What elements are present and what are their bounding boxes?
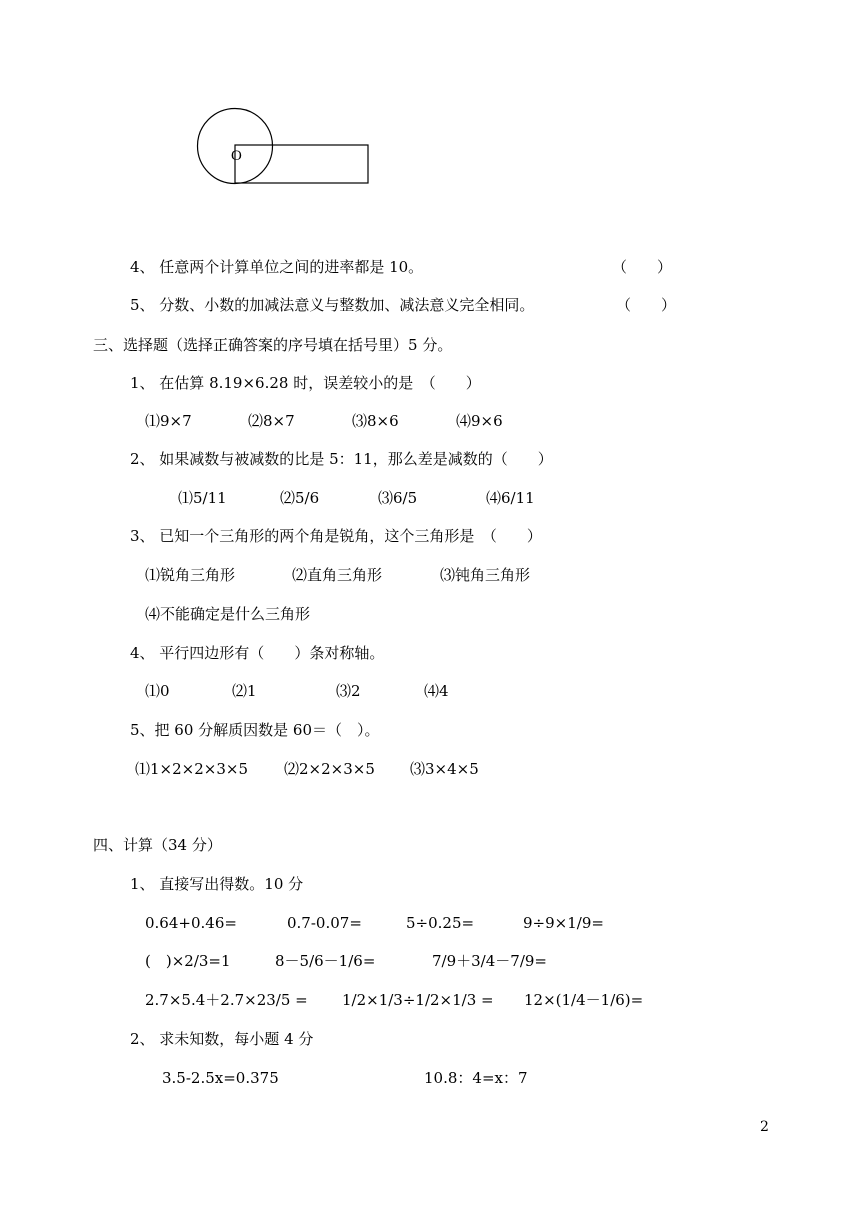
circle-rectangle-figure xyxy=(0,0,860,260)
s4-expr-r2-2: 8－5/6－1/6= xyxy=(275,952,376,970)
s3-q5-option-3: ⑶3×4×5 xyxy=(410,760,479,778)
s4-equation-2: 10.8：4=x：7 xyxy=(424,1069,528,1087)
s3-q5-text: 5、把 60 分解质因数是 60＝（ ）。 xyxy=(130,721,380,739)
s3-q3-option-3: ⑶钝角三角形 xyxy=(440,566,531,584)
s4-expr-r1-3: 5÷0.25= xyxy=(406,914,475,932)
s4-expr-r3-3: 12×(1/4－1/6)= xyxy=(524,991,644,1009)
s4-part2-text: 2、 求未知数，每小题 4 分 xyxy=(130,1030,314,1048)
s3-q4-option-4: ⑷4 xyxy=(424,682,449,700)
s4-equation-1: 3.5-2.5x=0.375 xyxy=(162,1069,279,1087)
section-4-title: 四、计算（34 分） xyxy=(93,836,222,854)
circle-center-label: O xyxy=(231,148,242,164)
s3-q1-text: 1、 在估算 8.19×6.28 时，误差较小的是 （ ） xyxy=(130,374,481,392)
s4-expr-r1-4: 9÷9×1/9= xyxy=(523,914,604,932)
s3-q2-option-1: ⑴5/11 xyxy=(178,489,227,507)
judgment-q5-blank: （ ） xyxy=(616,296,677,314)
s3-q2-option-4: ⑷6/11 xyxy=(486,489,535,507)
s4-expr-r2-1: ( )×2/3=1 xyxy=(145,952,231,970)
s3-q3-option-2: ⑵直角三角形 xyxy=(292,566,383,584)
s3-q3-option-1: ⑴锐角三角形 xyxy=(145,566,236,584)
s4-expr-r1-2: 0.7-0.07= xyxy=(287,914,362,932)
s4-expr-r3-1: 2.7×5.4＋2.7×23/5 = xyxy=(145,991,308,1009)
judgment-q4-blank: （ ） xyxy=(612,258,673,276)
s4-expr-r1-1: 0.64+0.46= xyxy=(145,914,237,932)
judgment-q4-text: 4、 任意两个计算单位之间的进率都是 10。 xyxy=(130,258,424,276)
s3-q2-text: 2、 如果减数与被减数的比是 5：11，那么差是减数的（ ） xyxy=(130,450,553,468)
page-number: 2 xyxy=(760,1119,769,1135)
section-3-title: 三、选择题（选择正确答案的序号填在括号里）5 分。 xyxy=(93,336,453,354)
judgment-q5-text: 5、 分数、小数的加减法意义与整数加、减法意义完全相同。 xyxy=(130,296,535,314)
s3-q3-text: 3、 已知一个三角形的两个角是锐角，这个三角形是 （ ） xyxy=(130,527,542,545)
s3-q2-option-2: ⑵5/6 xyxy=(280,489,320,507)
s3-q5-option-2: ⑵2×2×3×5 xyxy=(284,760,375,778)
s4-expr-r2-3: 7/9＋3/4－7/9= xyxy=(432,952,547,970)
s3-q1-option-1: ⑴9×7 xyxy=(145,412,192,430)
s3-q1-option-2: ⑵8×7 xyxy=(248,412,295,430)
s3-q4-option-1: ⑴0 xyxy=(145,682,170,700)
s3-q2-option-3: ⑶6/5 xyxy=(378,489,418,507)
s4-expr-r3-2: 1/2×1/3÷1/2×1/3 = xyxy=(342,991,494,1009)
s3-q3-option-4: ⑷不能确定是什么三角形 xyxy=(145,605,311,623)
s4-part1-text: 1、 直接写出得数。10 分 xyxy=(130,875,304,893)
s3-q4-option-3: ⑶2 xyxy=(336,682,361,700)
s3-q5-option-1: ⑴1×2×2×3×5 xyxy=(135,760,248,778)
s3-q4-text: 4、 平行四边形有（ ）条对称轴。 xyxy=(130,644,385,662)
s3-q1-option-4: ⑷9×6 xyxy=(456,412,503,430)
s3-q4-option-2: ⑵1 xyxy=(232,682,257,700)
s3-q1-option-3: ⑶8×6 xyxy=(352,412,399,430)
